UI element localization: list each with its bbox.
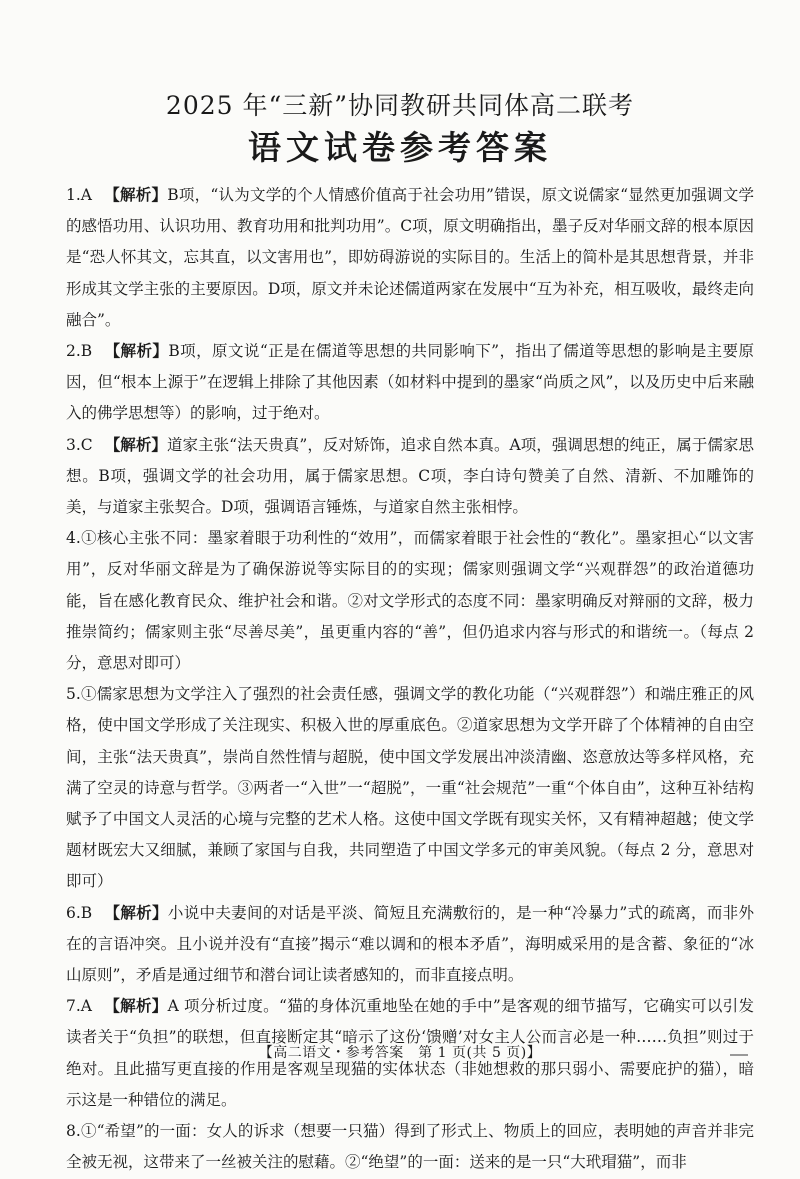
analysis-tag: 【解析】 [104,903,168,922]
answer-text: 小说中夫妻间的对话是平淡、简短且充满敷衍的，是一种“冷暴力”式的疏离，而非外在的言语冲突。且小说并没有“直接”揭示“难以调和的根本矛盾”，海明威采用的是含蓄、象征的“冰山原则”，矛盾是通过细节和潜台词让读者感知的，而非直接点明。 [66,903,754,985]
answer-item [66,523,754,679]
question-number: 7. [66,997,81,1016]
answer-text: B项，“认为文学的个人情感价值高于社会功用”错误，原文说儒家“显然更加强调文学的感悟功用、认识功用、教育功用和批判功用”。C项，原文明确指出，墨子反对华丽文辞的根本原因是“恐人怀其文，忘其直，以文害用也”，即妨碍游说的实际目的。生活上的简朴是其思想背景，并非形成其文学主张的主要原因。D项，原文并未论述儒道两家在发展中“互为补充，相互吸收，最终走向融合”。 [66,186,754,329]
answer-item [66,180,754,336]
answer-choice: B [80,903,93,922]
question-number: 2. [66,342,81,361]
answer-choice: B [80,342,93,361]
question-number: 4. [66,529,81,548]
analysis-tag: 【解析】 [104,435,167,454]
analysis-tag: 【解析】 [104,342,169,361]
answer-text: ①核心主张不同：墨家着眼于功利性的“效用”，而儒家着眼于社会性的“教化”。墨家担心“以文害用”，反对华丽文辞是为了确保游说等实际目的的实现；儒家则强调文学“兴观群怨”的政治道德功能，旨在感化教育民众、维护社会和谐。②对文学形式的态度不同：墨家明确反对辩丽的文辞，极力推崇简约；儒家则主张“尽善尽美”，虽更重内容的“善”，但仍追求内容与形式的和谐统一。（每点 2 分，意思对即可） [66,529,754,673]
answer-list [66,180,754,1179]
answer-item [66,898,754,992]
answer-item [66,1116,754,1178]
page-title: 语文试卷参考答案 [248,128,552,167]
question-number: 6. [66,903,81,922]
corner-mark [730,1054,748,1056]
answer-text: A 项分析过度。“猫的身体沉重地坠在她的手中”是客观的细节描写，它确实可以引发读者关于“负担”的联想，但直接断定其“暗示了这份‘馈赠’对女主人公而言必是一种……负担”则过于绝对。且此描写更直接的作用是客观呈现猫的实体状态（非她想救的那只弱小、需要庇护的猫），暗示这是一种错位的满足。 [66,997,754,1109]
answer-item [66,430,754,524]
question-number: 3. [66,435,81,454]
analysis-tag: 【解析】 [104,186,168,204]
answer-text: ①“希望”的一面：女人的诉求（想要一只猫）得到了形式上、物质上的回应，表明她的声音并非完全被无视，这带来了一丝被关注的慰藉。②“绝望”的一面：送来的是一只“大玳瑁猫”，而非 [66,1122,754,1172]
answer-text: 道家主张“法天贵真”，反对矫饰，追求自然本真。A项，强调思想的纯正，属于儒家思想。B项，强调文学的社会功用，属于儒家思想。C项，李白诗句赞美了自然、清新、不加雕饰的美，与道家主张契合。D项，强调语言锤炼，与道家自然主张相悖。 [66,435,754,517]
question-number: 5. [66,685,81,704]
answer-text: B项，原文说“正是在儒道等思想的共同影响下”，指出了儒道等思想的影响是主要原因，但“根本上源于”在逻辑上排除了其他因素（如材料中提到的墨家“尚质之风”，以及历史中后来融入的佛学思想等）的影响，过于绝对。 [66,342,754,423]
page-footer: 【高二语文・参考答案 第 1 页(共 5 页)】 [258,1045,542,1061]
answer-choice: A [80,997,92,1016]
answer-text: ①儒家思想为文学注入了强烈的社会责任感，强调文学的教化功能（“兴观群怨”）和端庄雅正的风格，使中国文学形成了关注现实、积极入世的厚重底色。②道家思想为文学开辟了个体精神的自由空间，主张“法天贵真”，崇尚自然性情与超脱，使中国文学发展出冲淡清幽、恣意放达等多样风格，充满了空灵的诗意与哲学。③两者一“入世”一“超脱”，一重“社会规范”一重“个体自由”，这种互补结构赋予了中国文人灵活的心境与完整的艺术人格。这使中国文学既有现实关怀，又有精神超越；使文学题材既宏大又细腻，兼顾了家国与自我，共同塑造了中国文学多元的审美风貌。（每点 2 分，意思对即可） [66,685,754,891]
question-number: 1. [66,186,81,204]
analysis-tag: 【解析】 [104,997,168,1016]
answer-choice: A [80,186,92,204]
exam-subtitle: 2025 年“三新”协同教研共同体高二联考 [165,91,635,120]
answer-choice: C [80,435,93,454]
question-number: 8. [66,1122,81,1141]
answer-item [66,679,754,897]
answer-item [66,336,754,430]
